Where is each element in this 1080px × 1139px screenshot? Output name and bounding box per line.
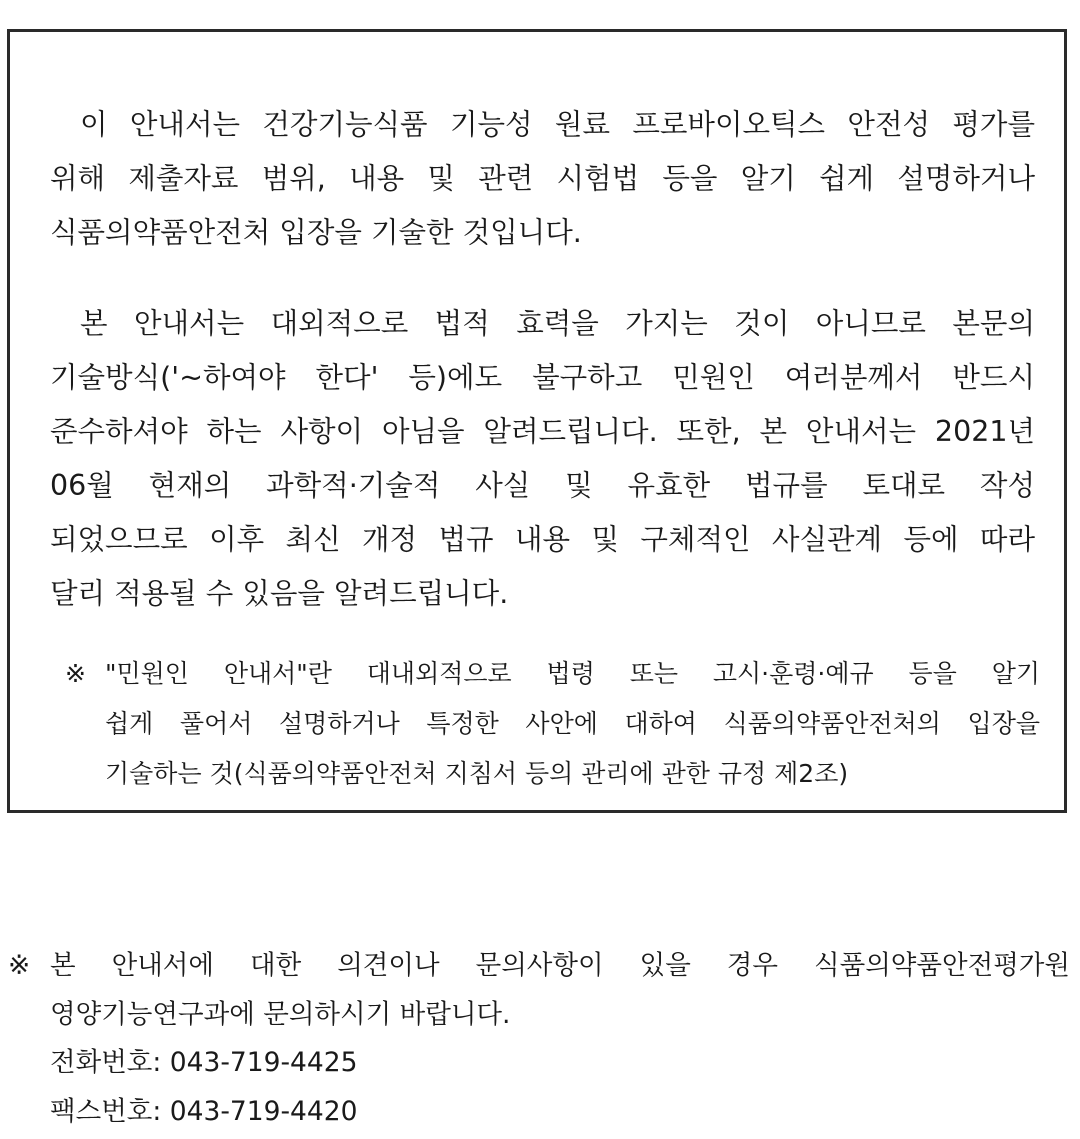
text-line: "민원인 안내서"란 대내외적으로 법령 또는 고시·훈령·예규 등을 알기 <box>105 659 1040 688</box>
text-line: 쉽게 풀어서 설명하거나 특정한 사안에 대하여 식품의약품안전처의 입장을 <box>105 709 1040 738</box>
text-line: 달리 적용될 수 있음을 알려드립니다. <box>50 577 509 610</box>
text-line: 되었으므로 이후 최신 개정 법규 내용 및 구체적인 사실관계 등에 따라 <box>50 523 1035 556</box>
text-line: 위해 제출자료 범위, 내용 및 관련 시험법 등을 알기 쉽게 설명하거나 <box>50 162 1035 195</box>
text-line: 식품의약품안전처 입장을 기술한 것입니다. <box>50 216 582 249</box>
text-line: 기술하는 것(식품의약품안전처 지침서 등의 관리에 관한 규정 제2조) <box>105 759 849 788</box>
reference-mark: ※ <box>65 659 86 688</box>
text-line: 기술방식('~하여야 한다' 등)에도 불구하고 민원인 여러분께서 반드시 <box>50 361 1035 394</box>
fax-number: 팩스번호: 043-719-4420 <box>50 1095 358 1127</box>
contact-text-line: 본 안내서에 대한 의견이나 문의사항이 있을 경우 식품의약품안전평가원 <box>50 950 1070 981</box>
text-line: 06월 현재의 과학적·기술적 사실 및 유효한 법규를 토대로 작성 <box>50 469 1035 502</box>
text-line: 본 안내서는 대외적으로 법적 효력을 가지는 것이 아니므로 본문의 <box>80 307 1035 340</box>
contact-text-line: 영양기능연구과에 문의하시기 바랍니다. <box>50 998 511 1030</box>
phone-number: 전화번호: 043-719-4425 <box>50 1047 358 1078</box>
notice-box <box>7 29 1067 813</box>
definition-note <box>65 649 1040 799</box>
contact-info <box>8 942 1070 1136</box>
notice-paragraph-legal-effect <box>50 297 1035 621</box>
notice-paragraph-legal-scope <box>50 98 1035 260</box>
reference-mark: ※ <box>8 950 31 981</box>
text-line: 준수하셔야 하는 사항이 아님을 알려드립니다. 또한, 본 안내서는 2021년 <box>50 415 1035 448</box>
text-line: 이 안내서는 건강기능식품 기능성 원료 프로바이오틱스 안전성 평가를 <box>80 108 1035 141</box>
